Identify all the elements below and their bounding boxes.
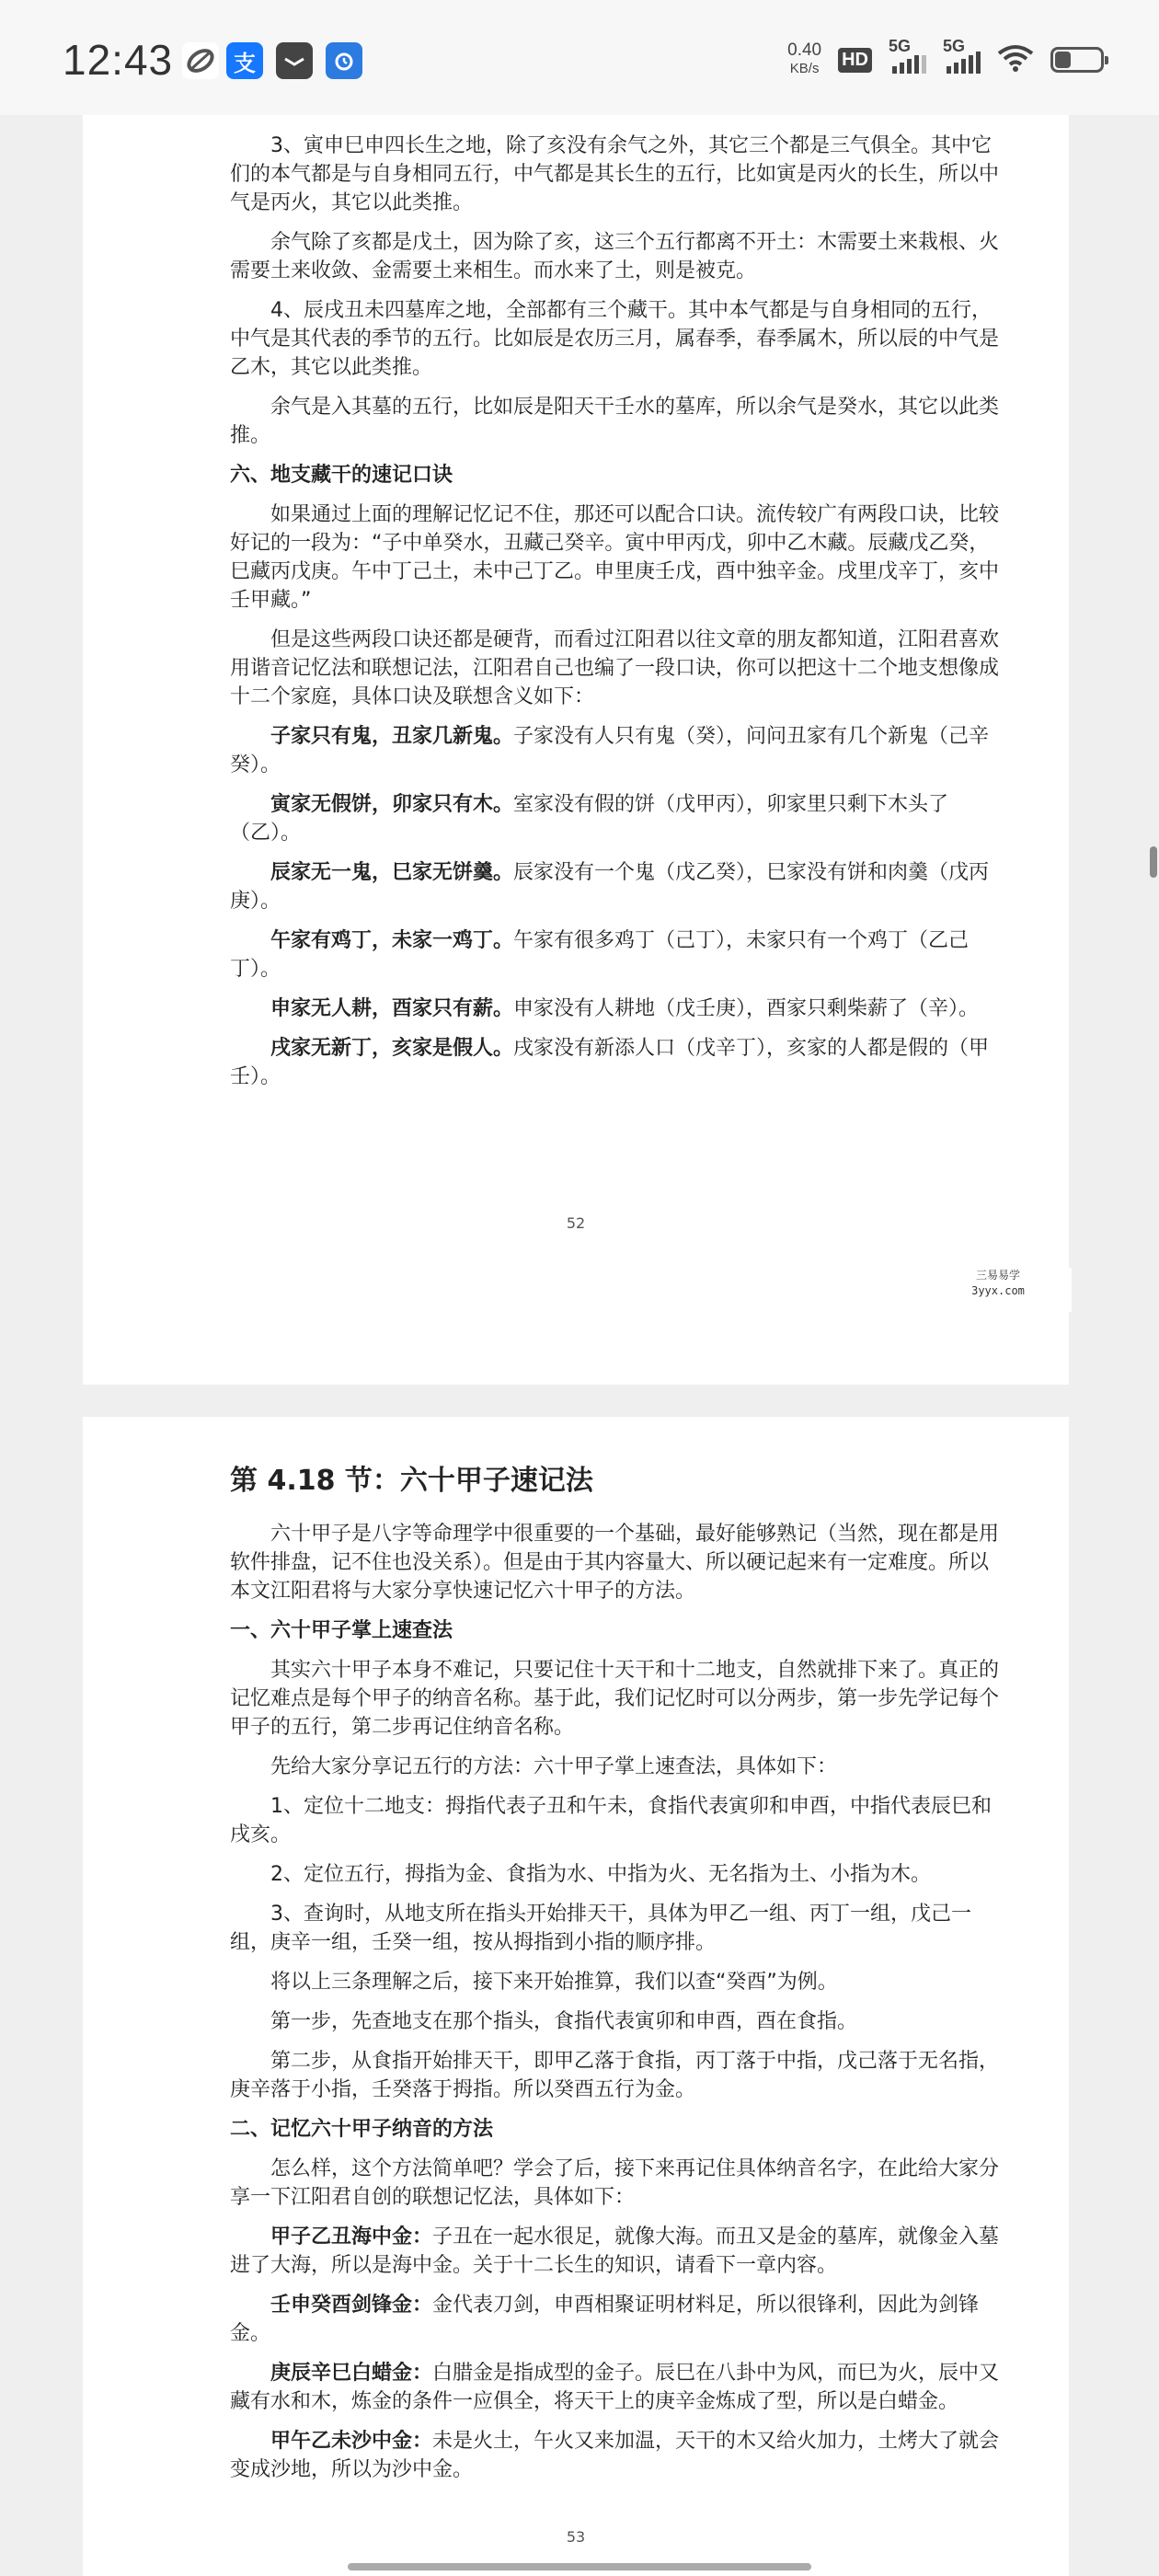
section-heading: 六、地支藏干的速记口诀 [230,464,453,487]
alarm-app-icon [326,42,362,79]
paragraph: 如果通过上面的理解记忆记不住，那还可以配合口诀。流传较广有两段口诀，比较好记的一段为：“子中单癸水，丑藏己癸辛。寅中甲丙戊，卯中乙木藏。辰藏戊乙癸，巳藏丙戊庚。午中丁己土，未中己丁乙。申里庚壬戊，酉中独辛金。戌里戊辛丁，亥中壬甲藏。” [230,503,1000,612]
watermark: 三易易学 3yyx.com [924,1268,1072,1312]
wifi-icon [997,44,1034,75]
mnemonic-item: 辰家无一鬼，巳家无饼羹。辰家没有一个鬼（戊乙癸），巳家没有饼和肉羹（戊丙庚）。 [230,861,990,913]
page-number: 53 [566,2528,586,2546]
paragraph: 余气除了亥都是戊土，因为除了亥，这三个五行都离不开土：木需要土来栽根、火需要土来收敛、金需要土来相生。而水来了土，则是被克。 [230,231,1000,282]
hd-badge: HD [838,48,872,73]
network-speed: 0.40 KB/s [787,40,822,76]
page-number: 52 [566,1214,586,1232]
paragraph: 怎么样，这个方法简单吧？学会了后，接下来再记住具体纳音名字，在此给大家分享一下江阳君自创的联想记忆法，具体如下： [230,2157,1000,2209]
paragraph: 将以上三条理解之后，接下来开始推算，我们以查“癸酉”为例。 [270,1971,838,1994]
paragraph: 第二步，从食指开始排天干，即甲乙落于食指，丙丁落于中指，戊己落于无名指，庚辛落于小指，壬癸落于拇指。所以癸酉五行为金。 [230,2050,1000,2101]
document-page-53 [83,1417,1069,2576]
leaf-app-icon [182,42,219,79]
mnemonic-item: 申家无人耕，酉家只有薪。申家没有人耕地（戊壬庚），酉家只剩柴薪了（辛）。 [270,997,980,1020]
mnemonic-item: 戌家无新丁，亥家是假人。戌家没有新添人口（戊辛丁），亥家的人都是假的（甲壬）。 [230,1037,990,1088]
nayin-item: 甲子乙丑海中金：子丑在一起水很足，就像大海。而丑又是金的墓库，就像金入墓进了大海，所以是海中金。关于十二长生的知识，请看下一章内容。 [230,2225,1000,2277]
paragraph: 1、定位十二地支：拇指代表子丑和午未，食指代表寅卯和申酉，中指代表辰巳和戌亥。 [230,1795,992,1846]
page-52-content [230,132,1007,1102]
document-page-52 [83,115,1069,1385]
mnemonic-item: 午家有鸡丁，未家一鸡丁。午家有很多鸡丁（己丁），未家只有一个鸡丁（乙己丁）。 [230,929,970,981]
paragraph: 其实六十甲子本身不难记，只要记住十天干和十二地支，自然就排下来了。真正的记忆难点是每个甲子的纳音名称。基于此，我们记忆时可以分两步，第一步先学记每个甲子的五行，第二步再记住纳音名称。 [230,1659,1000,1739]
signal-2-icon: 5G [943,46,981,74]
paragraph: 4、辰戌丑未四墓库之地，全部都有三个藏干。其中本气都是与自身相同的五行，中气是其代表的季节的五行。比如辰是农历三月，属春季，春季属木，所以辰的中气是乙木，其它以此类推。 [230,299,1000,379]
page-title: 第 4.18 节：六十甲子速记法 [230,1465,593,1497]
paragraph: 3、寅申巳申四长生之地，除了亥没有余气之外，其它三个都是三气俱全。其中它们的本气都是与自身相同五行，中气都是其长生的五行，比如寅是丙火的长生，所以中气是丙火，其它以此类推。 [230,134,1000,214]
paragraph: 余气是入其墓的五行，比如辰是阳天干壬水的墓库，所以余气是癸水，其它以此类推。 [230,396,1000,447]
mail-app-icon [276,42,313,79]
status-time: 12:43 [63,36,174,84]
signal-1-icon: 5G [889,46,926,74]
mnemonic-item: 子家只有鬼，丑家几新鬼。子家没有人只有鬼（癸），问问丑家有几个新鬼（己辛癸）。 [230,725,990,776]
nayin-item: 庚辰辛巳白蜡金：白腊金是指成型的金子。辰巳在八卦中为风，而巳为火，辰中又藏有水和木，炼金的条件一应俱全，将天干上的庚辛金炼成了型，所以是白蜡金。 [230,2362,1000,2413]
page-53-content [230,1463,1007,2495]
paragraph: 但是这些两段口诀还都是硬背，而看过江阳君以往文章的朋友都知道，江阳君喜欢用谐音记忆法和联想记法，江阳君自己也编了一段口诀，你可以把这十二个地支想像成十二个家庭，具体口诀及联想含义如下： [230,628,1000,708]
status-bar [0,0,1159,115]
status-indicators [787,37,1104,83]
section-heading: 一、六十甲子掌上速查法 [230,1619,453,1642]
paragraph: 六十甲子是八字等命理学中很重要的一个基础，最好能够熟记（当然，现在都是用软件排盘，记不住也没关系）。但是由于其内容量大、所以硬记起来有一定难度。所以本文江阳君将与大家分享快速记忆六十甲子的方法。 [230,1523,1000,1603]
paragraph: 2、定位五行，拇指为金、食指为水、中指为火、无名指为土、小指为木。 [270,1863,931,1886]
paragraph: 第一步，先查地支在那个指头，食指代表寅卯和申酉，酉在食指。 [270,2010,858,2033]
paragraph: 3、查询时，从地支所在指头开始排天干，具体为甲乙一组、丙丁一组，戊己一组，庚辛一组，壬癸一组，按从拇指到小指的顺序排。 [230,1903,971,1954]
nayin-item: 壬申癸酉剑锋金：金代表刀剑，申酉相聚证明材料足，所以很锋利，因此为剑锋金。 [230,2294,980,2345]
battery-icon [1050,47,1104,73]
mnemonic-item: 寅家无假饼，卯家只有木。室家没有假的饼（戊甲丙），卯家里只剩下木头了（乙）。 [230,793,949,845]
section-heading: 二、记忆六十甲子纳音的方法 [230,2118,494,2141]
scrollbar-handle[interactable] [1150,846,1157,878]
paragraph: 先给大家分享记五行的方法：六十甲子掌上速查法，具体如下： [270,1755,838,1778]
alipay-app-icon: 支 [226,42,263,79]
home-indicator[interactable] [348,2563,811,2570]
nayin-item: 甲午乙未沙中金：未是火土，午火又来加温，天干的木又给火加力，土烤大了就会变成沙地，所以为沙中金。 [230,2430,1000,2481]
